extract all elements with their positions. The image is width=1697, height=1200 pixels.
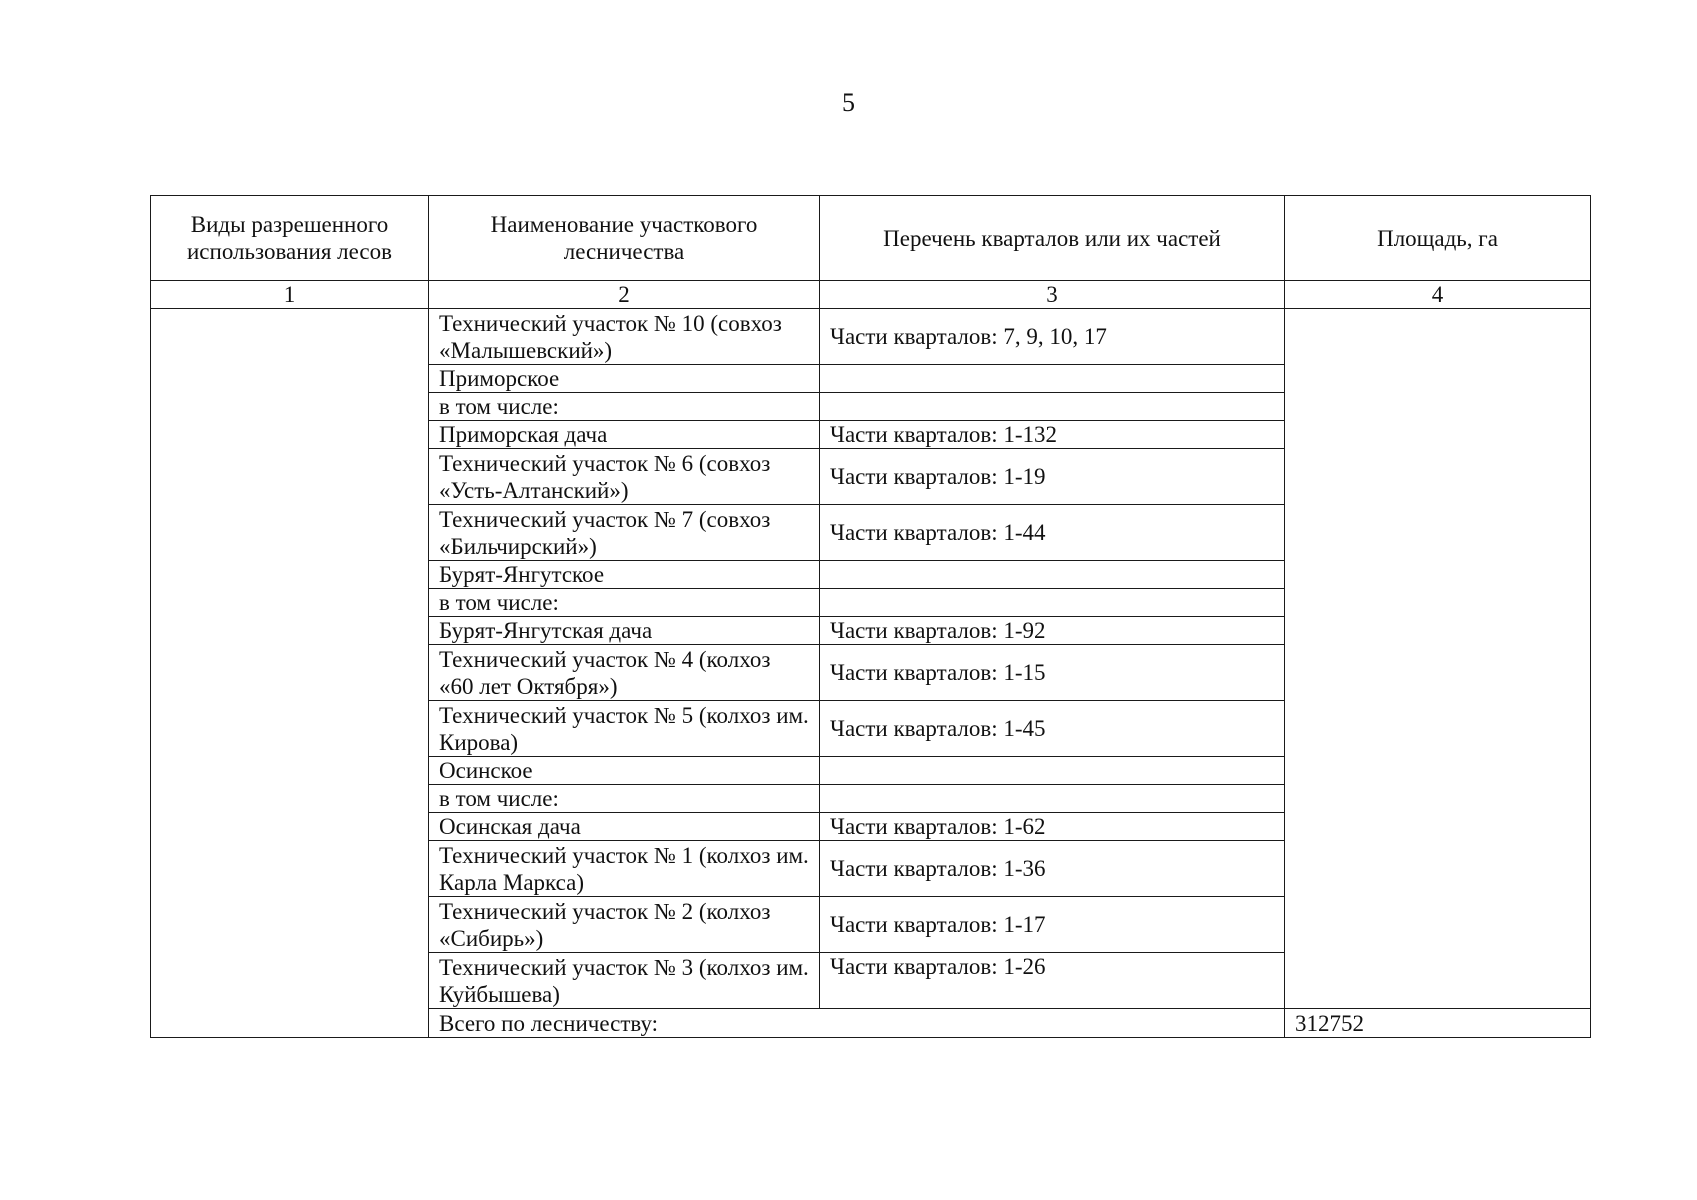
quarters-cell: Части кварталов: 1-132 xyxy=(820,421,1285,449)
quarters-cell: Части кварталов: 1-44 xyxy=(820,505,1285,561)
forestry-name-cell: Бурят-Янгутское xyxy=(429,561,820,589)
column-numbers-row xyxy=(151,281,1591,309)
quarters-cell xyxy=(820,785,1285,813)
forestry-name-cell: Технический участок № 7 (совхоз «Бильчирский») xyxy=(429,505,820,561)
page-number: 5 xyxy=(842,88,855,117)
forestry-name-cell: в том числе: xyxy=(429,785,820,813)
forestry-name-cell: Осинская дача xyxy=(429,813,820,841)
quarters-cell: Части кварталов: 1-45 xyxy=(820,701,1285,757)
forestry-name-cell: в том числе: xyxy=(429,589,820,617)
column-number: 2 xyxy=(429,281,820,309)
forestry-name-cell: Приморская дача xyxy=(429,421,820,449)
header-forestry-name: Наименование участкового лесничества xyxy=(429,196,820,281)
forest-use-table xyxy=(150,195,1591,1038)
forestry-name-cell: Технический участок № 1 (колхоз им. Карла Маркса) xyxy=(429,841,820,897)
quarters-cell xyxy=(820,561,1285,589)
quarters-cell: Части кварталов: 1-92 xyxy=(820,617,1285,645)
forestry-name-cell: в том числе: xyxy=(429,393,820,421)
forestry-name-cell: Бурят-Янгутская дача xyxy=(429,617,820,645)
table-header-row xyxy=(151,196,1591,281)
forestry-name-cell: Технический участок № 2 (колхоз «Сибирь») xyxy=(429,897,820,953)
quarters-cell xyxy=(820,365,1285,393)
forestry-name-cell: Осинское xyxy=(429,757,820,785)
area-cell xyxy=(1285,309,1591,1009)
quarters-cell: Части кварталов: 1-26 xyxy=(820,953,1285,1009)
header-quarters-list: Перечень кварталов или их частей xyxy=(820,196,1285,281)
quarters-cell xyxy=(820,589,1285,617)
use-types-cell xyxy=(151,309,429,1038)
quarters-cell: Части кварталов: 1-62 xyxy=(820,813,1285,841)
forestry-name-cell: Технический участок № 6 (совхоз «Усть-Алтанский») xyxy=(429,449,820,505)
table-row xyxy=(151,309,1591,365)
column-number: 4 xyxy=(1285,281,1591,309)
quarters-cell xyxy=(820,757,1285,785)
total-label: Всего по лесничеству: xyxy=(429,1009,1285,1038)
quarters-cell: Части кварталов: 1-19 xyxy=(820,449,1285,505)
column-number: 1 xyxy=(151,281,429,309)
header-use-types: Виды разрешенного использования лесов xyxy=(151,196,429,281)
forestry-name-cell: Технический участок № 3 (колхоз им. Куйбышева) xyxy=(429,953,820,1009)
forestry-name-cell: Технический участок № 10 (совхоз «Малышевский») xyxy=(429,309,820,365)
forestry-name-cell: Технический участок № 4 (колхоз «60 лет Октября») xyxy=(429,645,820,701)
header-area: Площадь, га xyxy=(1285,196,1591,281)
quarters-cell: Части кварталов: 1-17 xyxy=(820,897,1285,953)
quarters-cell: Части кварталов: 1-36 xyxy=(820,841,1285,897)
column-number: 3 xyxy=(820,281,1285,309)
total-area: 312752 xyxy=(1285,1009,1591,1038)
forestry-name-cell: Приморское xyxy=(429,365,820,393)
quarters-cell: Части кварталов: 7, 9, 10, 17 xyxy=(820,309,1285,365)
quarters-cell xyxy=(820,393,1285,421)
forestry-name-cell: Технический участок № 5 (колхоз им. Кирова) xyxy=(429,701,820,757)
quarters-cell: Части кварталов: 1-15 xyxy=(820,645,1285,701)
